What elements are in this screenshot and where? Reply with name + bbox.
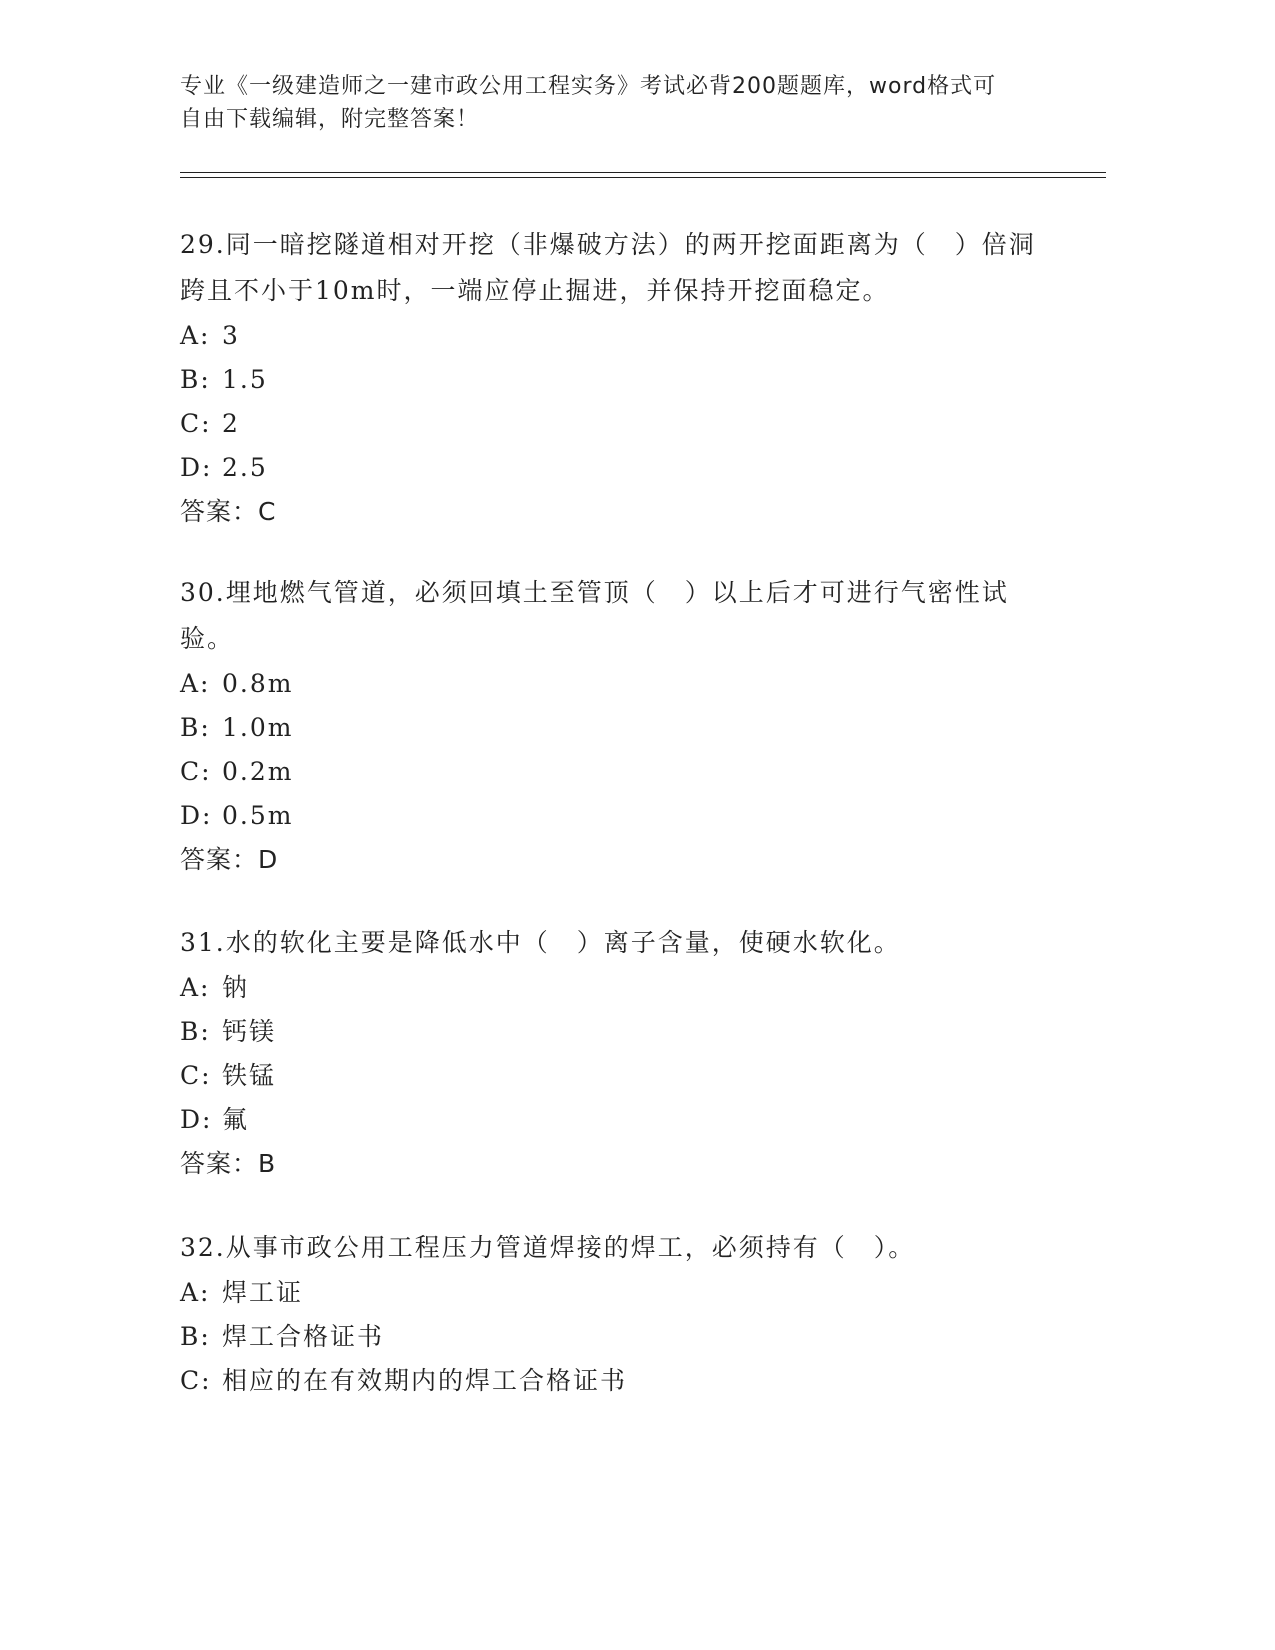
option-d bbox=[180, 794, 1060, 838]
option-letter: C: bbox=[180, 409, 212, 438]
option-text: 2.5 bbox=[222, 453, 268, 482]
question-stem: 32.从事市政公用工程压力管道焊接的焊工，必须持有（ ）。 bbox=[180, 1233, 916, 1262]
option-text: 相应的在有效期内的焊工合格证书 bbox=[222, 1366, 628, 1395]
option-b bbox=[180, 1315, 1060, 1359]
question-stem: 30.埋地燃气管道，必须回填土至管顶（ ）以上后才可进行气密性试验。 bbox=[180, 578, 1009, 653]
document-header bbox=[180, 70, 1080, 136]
option-letter: D: bbox=[180, 801, 213, 830]
option-c bbox=[180, 1054, 1060, 1098]
question-30 bbox=[180, 570, 1060, 882]
option-text: 3 bbox=[222, 321, 240, 350]
question-stem: 29.同一暗挖隧道相对开挖（非爆破方法）的两开挖面距离为（ ）倍洞跨且不小于10m时，一端应停止掘进，并保持开挖面稳定。 bbox=[180, 230, 1036, 305]
option-b bbox=[180, 706, 1060, 750]
option-c bbox=[180, 402, 1060, 446]
option-letter: D: bbox=[180, 453, 213, 482]
option-letter: D: bbox=[180, 1105, 213, 1134]
question-32 bbox=[180, 1225, 1060, 1403]
option-a bbox=[180, 1271, 1060, 1315]
option-letter: B: bbox=[180, 1322, 211, 1351]
option-c bbox=[180, 750, 1060, 794]
option-text: 1.5 bbox=[222, 365, 268, 394]
option-a bbox=[180, 314, 1060, 358]
option-d bbox=[180, 446, 1060, 490]
option-letter: B: bbox=[180, 365, 211, 394]
header-line-2: 自由下载编辑，附完整答案！ bbox=[180, 107, 480, 132]
question-29 bbox=[180, 222, 1060, 534]
header-divider-bottom bbox=[180, 177, 1106, 178]
option-letter: A: bbox=[180, 973, 211, 1002]
option-text: 1.0m bbox=[222, 713, 294, 742]
option-text: 0.2m bbox=[222, 757, 294, 786]
option-d bbox=[180, 1098, 1060, 1142]
option-a bbox=[180, 966, 1060, 1010]
answer-line: 答案：D bbox=[180, 845, 279, 874]
question-stem: 31.水的软化主要是降低水中（ ）离子含量，使硬水软化。 bbox=[180, 928, 901, 957]
option-b bbox=[180, 358, 1060, 402]
option-b bbox=[180, 1010, 1060, 1054]
option-text: 2 bbox=[222, 409, 240, 438]
option-text: 氟 bbox=[222, 1105, 250, 1134]
option-letter: C: bbox=[180, 1366, 212, 1395]
option-text: 0.5m bbox=[222, 801, 294, 830]
option-text: 钙镁 bbox=[222, 1017, 277, 1046]
option-text: 钠 bbox=[222, 973, 250, 1002]
option-letter: A: bbox=[180, 669, 211, 698]
option-text: 焊工证 bbox=[222, 1278, 304, 1307]
option-letter: C: bbox=[180, 1061, 212, 1090]
option-letter: B: bbox=[180, 1017, 211, 1046]
option-a bbox=[180, 662, 1060, 706]
question-31 bbox=[180, 920, 1060, 1186]
option-letter: B: bbox=[180, 713, 211, 742]
option-letter: A: bbox=[180, 321, 211, 350]
header-divider-top bbox=[180, 172, 1106, 173]
answer-line: 答案：B bbox=[180, 1149, 277, 1178]
header-line-1: 专业《一级建造师之一建市政公用工程实务》考试必背200题题库，word格式可 bbox=[180, 74, 997, 99]
option-letter: C: bbox=[180, 757, 212, 786]
option-letter: A: bbox=[180, 1278, 211, 1307]
option-c bbox=[180, 1359, 1060, 1403]
answer-line: 答案：C bbox=[180, 497, 277, 526]
option-text: 铁锰 bbox=[222, 1061, 277, 1090]
option-text: 0.8m bbox=[222, 669, 294, 698]
option-text: 焊工合格证书 bbox=[222, 1322, 385, 1351]
